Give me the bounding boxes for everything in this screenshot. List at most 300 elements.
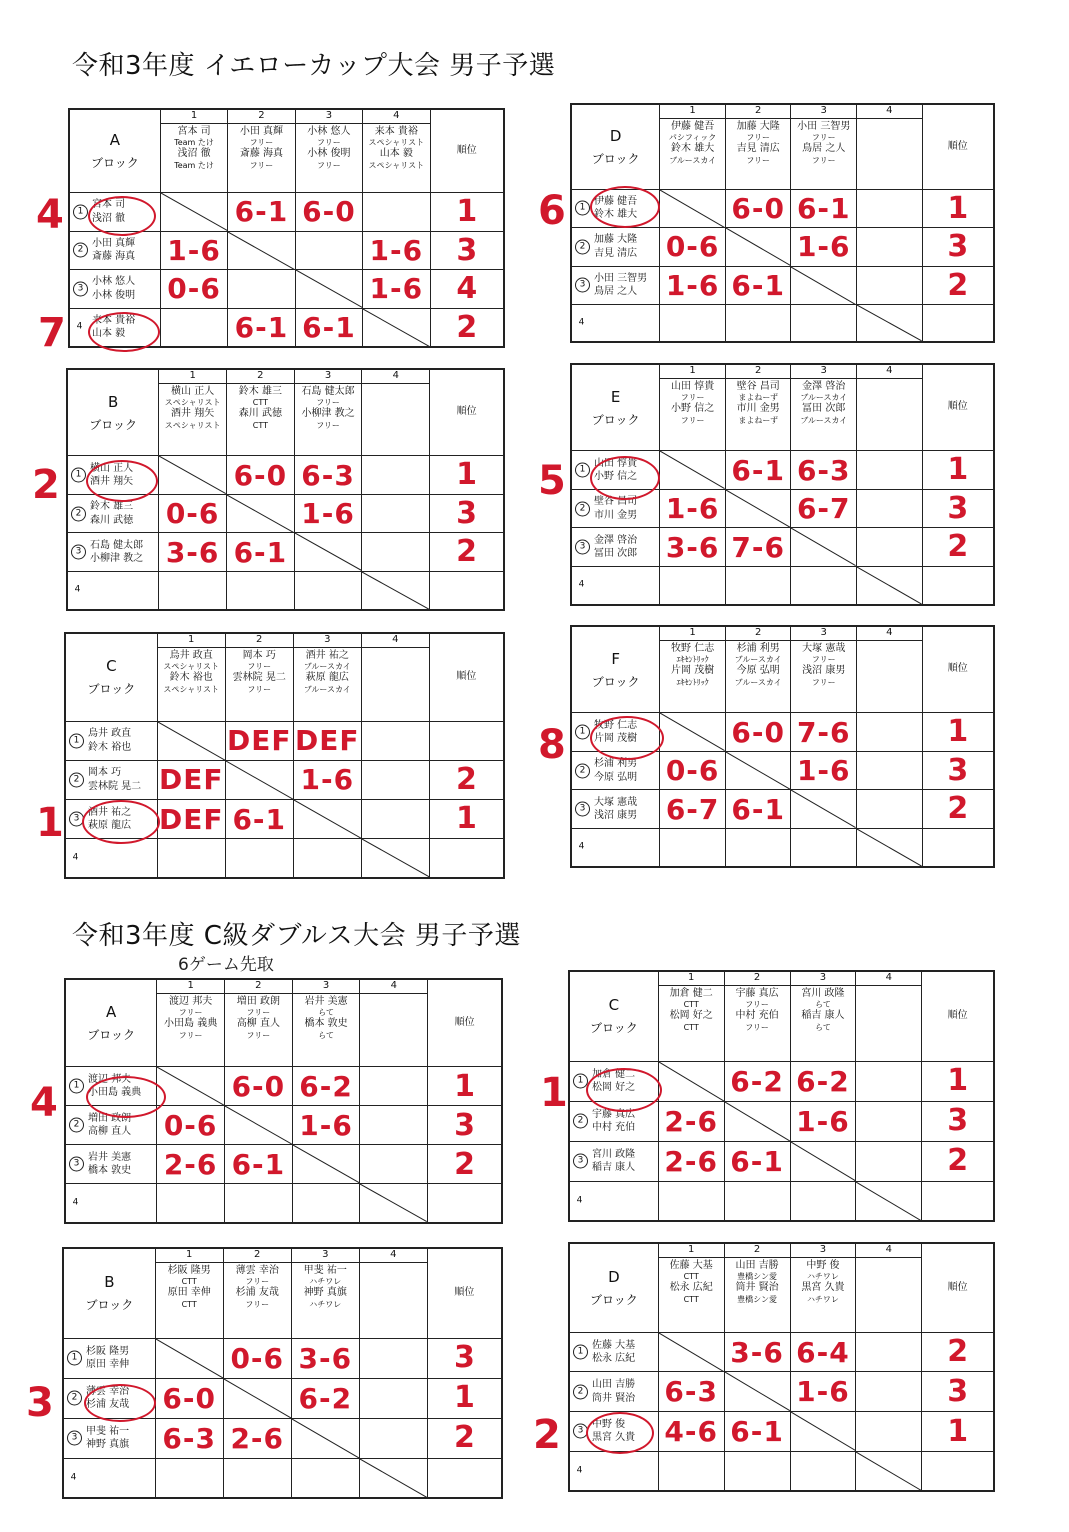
match-score: 1-6 <box>796 230 851 264</box>
score-cell <box>660 751 726 790</box>
score-cell <box>291 1458 359 1498</box>
column-header <box>223 1248 291 1338</box>
player-name: 壁谷 昌司 <box>594 496 638 508</box>
row-index: 4 <box>578 841 585 852</box>
row-index: 4 <box>70 1472 77 1483</box>
score-cell <box>857 189 923 228</box>
column-number: 2 <box>226 634 293 648</box>
column-number: 4 <box>857 105 922 119</box>
player-name: 中野 俊 <box>806 1259 840 1271</box>
table-row <box>571 451 994 490</box>
side-mark: 5 <box>538 458 566 504</box>
self-match-cell <box>857 305 923 342</box>
player-name: 増田 政朗 <box>88 1112 132 1124</box>
column-header <box>363 109 430 193</box>
block-label: B <box>104 1273 115 1292</box>
column-header <box>857 364 923 451</box>
score-cell <box>660 489 726 528</box>
match-score: 6-1 <box>233 535 288 569</box>
row-index: 4 <box>578 579 585 590</box>
block-label-cell <box>69 109 160 193</box>
column-number: 2 <box>725 972 790 986</box>
block-suffix: ブロック <box>589 1021 638 1036</box>
self-match-cell <box>791 790 857 829</box>
row-header <box>67 533 159 572</box>
player-name: 原田 幸伸 <box>167 1287 211 1298</box>
self-match-cell <box>292 1145 360 1184</box>
player-name: 小野 信之 <box>594 471 638 483</box>
side-mark: 4 <box>36 192 64 238</box>
column-number: 4 <box>856 1244 921 1258</box>
player-name: 山田 吉勝 <box>735 1259 779 1271</box>
block-label-cell <box>67 369 159 456</box>
player-name: 増田 政朗 <box>236 995 280 1007</box>
rank-cell <box>922 713 994 752</box>
score-cell <box>725 528 791 567</box>
row-index: 2 <box>575 501 590 516</box>
player-name: 酒井 翔矢 <box>90 476 134 488</box>
rank-cell <box>428 1184 502 1223</box>
score-cell <box>363 270 430 309</box>
team-name: フリー <box>745 1022 769 1032</box>
score-cell <box>724 1141 790 1181</box>
score-cell <box>790 1332 856 1372</box>
rank-cell <box>427 1378 502 1418</box>
player-name: 杉浦 友哉 <box>86 1399 130 1410</box>
score-cell <box>791 489 857 528</box>
rank-cell <box>429 760 504 799</box>
player-name: 浅沼 徹 <box>177 148 211 159</box>
rank-cell <box>922 451 994 490</box>
match-score: 6-1 <box>730 1414 784 1448</box>
score-cell <box>361 721 429 760</box>
self-match-cell <box>660 713 726 752</box>
block-suffix: ブロック <box>85 1298 134 1313</box>
match-score: 6-3 <box>301 458 355 492</box>
score-cell <box>225 1067 293 1106</box>
row-header <box>65 1106 157 1145</box>
c-class-block-a <box>64 978 503 1224</box>
column-header <box>360 979 428 1067</box>
row-header <box>569 1372 658 1412</box>
match-score: 1-6 <box>665 492 720 526</box>
match-score: 6-2 <box>730 1064 784 1098</box>
score-cell <box>362 494 430 533</box>
score-cell <box>155 1458 223 1498</box>
rank-value: 1 <box>947 1063 969 1099</box>
score-cell <box>857 489 923 528</box>
rank-value: 3 <box>456 232 478 268</box>
score-cell <box>157 760 225 799</box>
row-index: 3 <box>573 1154 588 1169</box>
rank-cell <box>922 1412 994 1452</box>
rank-cell <box>427 1418 502 1458</box>
score-cell <box>359 1418 427 1458</box>
rank-cell <box>428 1106 502 1145</box>
self-match-cell <box>225 1106 293 1145</box>
team-name: フリー <box>317 138 341 147</box>
team-name: ハチワレ <box>309 1277 342 1286</box>
match-score: 1-6 <box>796 754 851 788</box>
score-cell <box>658 1451 724 1491</box>
score-cell <box>791 305 857 342</box>
side-mark: 7 <box>38 310 66 356</box>
team-name: フリー <box>811 655 836 664</box>
column-header <box>157 633 225 721</box>
rank-value: 2 <box>456 534 478 570</box>
row-index: 1 <box>573 1074 588 1089</box>
self-match-cell <box>361 839 429 878</box>
player-name: 牧野 仁志 <box>671 642 715 654</box>
round-robin-table <box>64 978 503 1224</box>
player-name: 山本 毅 <box>379 148 413 159</box>
player-name: 鳥居 之人 <box>802 143 846 154</box>
player-name: 浅沼 徹 <box>92 212 126 224</box>
table-row <box>67 533 504 572</box>
score-cell <box>857 713 923 752</box>
self-match-cell <box>227 494 295 533</box>
score-cell <box>294 494 362 533</box>
row-index: 1 <box>69 733 84 748</box>
row-header <box>63 1338 155 1378</box>
table-row <box>571 566 994 605</box>
player-name: 黒宮 久貴 <box>801 1282 845 1293</box>
block-label-cell <box>65 633 157 721</box>
team-name: フリー <box>245 1277 270 1286</box>
row-header <box>569 1451 658 1491</box>
match-score: 6-2 <box>298 1381 353 1415</box>
player-name: 山田 惇貴 <box>671 380 715 392</box>
player-name: 杉浦 友哉 <box>235 1287 279 1298</box>
player-name: 小柳津 教之 <box>301 408 355 419</box>
row-index: 4 <box>578 317 585 328</box>
player-name: 冨田 次郎 <box>802 403 846 414</box>
column-number: 2 <box>227 370 294 384</box>
row-index: 3 <box>575 802 590 817</box>
table-row <box>65 1184 502 1223</box>
row-header <box>65 800 157 839</box>
rank-value: 3 <box>947 752 969 788</box>
score-cell <box>725 713 791 752</box>
column-number: 1 <box>157 980 224 994</box>
player-name: 市川 金男 <box>594 509 638 521</box>
rank-value: 2 <box>947 267 969 303</box>
self-match-cell <box>159 456 227 495</box>
team-name: フリー <box>745 1000 769 1009</box>
player-name: 宇藤 真広 <box>735 987 779 999</box>
team-name: フリー <box>811 677 836 687</box>
self-match-cell <box>360 1184 428 1223</box>
rank-cell <box>429 839 504 878</box>
player-name: 稲吉 康人 <box>592 1162 636 1173</box>
rank-header: 順位 <box>922 1243 994 1332</box>
table-row <box>65 1106 502 1145</box>
rank-value: 1 <box>454 1068 476 1104</box>
table-row <box>571 266 994 305</box>
column-header <box>658 1243 724 1332</box>
player-name: 伊藤 健吾 <box>671 120 715 132</box>
row-header <box>65 721 157 760</box>
player-name: 吉見 清広 <box>736 143 780 154</box>
self-match-cell <box>790 1412 856 1452</box>
block-suffix: ブロック <box>91 155 139 170</box>
column-number: 4 <box>360 1249 427 1263</box>
rank-cell <box>429 800 504 839</box>
team-name: まよねーず <box>738 415 778 425</box>
player-name: 松永 広紀 <box>592 1353 636 1365</box>
player-name: 宇藤 真広 <box>592 1108 636 1120</box>
player-name: 筒井 賢治 <box>592 1392 636 1404</box>
self-match-cell <box>228 231 295 270</box>
table-row <box>571 489 994 528</box>
score-cell <box>724 1061 790 1101</box>
player-name: 森川 武徳 <box>90 514 134 526</box>
column-number: 2 <box>726 365 791 379</box>
column-header <box>791 104 857 189</box>
row-index: 1 <box>575 201 590 216</box>
column-header <box>856 1243 922 1332</box>
block-suffix: ブロック <box>87 682 136 697</box>
match-score: 2-6 <box>664 1144 718 1178</box>
self-match-cell <box>658 1061 724 1101</box>
player-name: 小柳津 教之 <box>90 553 144 565</box>
match-score: 3-6 <box>665 530 720 564</box>
block-suffix: ブロック <box>89 417 138 432</box>
team-name: ｴｷｾﾝﾄﾘｯｸ <box>676 677 709 687</box>
player-name: 酒井 祐之 <box>88 806 132 818</box>
block-label-cell <box>569 1243 658 1332</box>
match-score: 6-2 <box>299 1069 353 1103</box>
match-score: 4-6 <box>664 1414 718 1448</box>
self-match-cell <box>157 1067 225 1106</box>
score-cell <box>361 760 429 799</box>
score-cell <box>159 571 227 610</box>
player-name: 斎藤 海真 <box>239 148 284 159</box>
row-index: 2 <box>73 243 88 258</box>
self-match-cell <box>857 566 923 605</box>
rank-cell <box>430 231 504 270</box>
row-index: 3 <box>69 812 84 827</box>
player-name: 高柳 直人 <box>236 1018 280 1029</box>
score-cell <box>292 1067 360 1106</box>
rank-cell <box>922 189 994 228</box>
player-name: 吉見 清広 <box>594 247 638 259</box>
score-cell <box>857 751 923 790</box>
team-name: らて <box>318 1030 335 1040</box>
score-cell <box>725 790 791 829</box>
player-name: 斎藤 海真 <box>92 251 136 263</box>
table-row <box>69 231 504 270</box>
column-header <box>791 626 857 713</box>
self-match-cell <box>658 1332 724 1372</box>
score-cell <box>660 528 726 567</box>
player-name: 松永 広紀 <box>669 1282 713 1293</box>
player-name: 石島 健太郎 <box>301 385 355 397</box>
rank-cell <box>922 489 994 528</box>
self-match-cell <box>856 1451 922 1491</box>
team-name: スペシャリスト <box>163 662 220 671</box>
team-name: CTT <box>683 1022 699 1032</box>
row-index: 3 <box>575 278 590 293</box>
player-name: 鈴木 雄大 <box>594 209 638 221</box>
column-header <box>660 104 726 189</box>
row-header <box>571 528 660 567</box>
round-robin-table <box>570 363 995 606</box>
player-name: 神野 真旗 <box>86 1439 130 1450</box>
score-cell <box>155 1378 223 1418</box>
rank-cell <box>922 228 994 267</box>
score-cell <box>160 270 227 309</box>
match-score: 0-6 <box>165 497 220 531</box>
match-score: 1-6 <box>665 268 720 302</box>
yellow-cup-block-a <box>68 108 505 348</box>
score-cell <box>725 828 791 867</box>
rank-cell <box>429 721 504 760</box>
column-number: 3 <box>294 634 361 648</box>
column-number: 3 <box>791 972 856 986</box>
block-label: F <box>611 649 620 668</box>
score-cell <box>228 308 295 347</box>
self-match-cell <box>155 1338 223 1378</box>
score-cell <box>658 1181 724 1221</box>
match-score: 6-1 <box>730 1144 784 1178</box>
score-cell <box>856 1061 922 1101</box>
rank-value: 3 <box>947 229 969 265</box>
column-header <box>724 1243 790 1332</box>
player-name: 伊藤 健吾 <box>594 195 638 207</box>
self-match-cell <box>293 800 361 839</box>
score-cell <box>791 189 857 228</box>
player-name: 金澤 啓治 <box>594 534 638 546</box>
column-header <box>791 364 857 451</box>
rank-value: 1 <box>947 1413 969 1449</box>
match-score: DEF <box>158 802 224 836</box>
player-name: 小林 悠人 <box>92 276 136 288</box>
player-name: 黒宮 久貴 <box>592 1432 636 1444</box>
score-cell <box>293 760 361 799</box>
team-name: ブルースカイ <box>303 662 351 671</box>
score-cell <box>225 721 293 760</box>
team-name: ブルースカイ <box>669 155 717 165</box>
row-index: 2 <box>575 239 590 254</box>
section2-title: 令和3年度 C級ダブルス大会 男子予選 <box>72 921 521 951</box>
match-score: 6-3 <box>664 1375 718 1409</box>
row-header <box>569 1101 658 1141</box>
rank-value: 1 <box>947 452 969 488</box>
row-header <box>569 1061 658 1101</box>
column-header <box>295 109 362 193</box>
rank-value: 2 <box>947 1334 969 1370</box>
row-index: 2 <box>69 1118 84 1133</box>
table-row <box>67 571 504 610</box>
rank-header: 順位 <box>430 369 504 456</box>
score-cell <box>157 800 225 839</box>
self-match-cell <box>791 266 857 305</box>
match-score: 3-6 <box>730 1335 784 1369</box>
score-cell <box>791 713 857 752</box>
match-score: 6-1 <box>232 802 287 836</box>
rank-value: 2 <box>453 1420 475 1456</box>
player-name: 鈴木 雄三 <box>90 501 134 513</box>
c-class-block-d <box>568 1242 995 1492</box>
player-name: 大塚 憲哉 <box>802 642 846 654</box>
team-name: フリー <box>246 1030 271 1040</box>
column-number: 1 <box>659 972 724 986</box>
match-score: 1-6 <box>796 1375 850 1409</box>
match-score: 1-6 <box>369 233 424 267</box>
row-header <box>571 828 660 867</box>
player-name: 来本 貴裕 <box>92 314 136 326</box>
rank-value: 3 <box>453 1340 475 1376</box>
player-name: 岩井 美憲 <box>304 995 348 1007</box>
player-name: 小田 三智男 <box>797 120 851 132</box>
player-name: 鈴木 雄三 <box>238 385 282 397</box>
score-cell <box>660 228 726 267</box>
score-cell <box>225 839 293 878</box>
table-row <box>65 721 504 760</box>
player-name: 小田 真輝 <box>92 237 136 249</box>
self-match-cell <box>223 1378 291 1418</box>
team-name: スペシャリスト <box>163 684 220 694</box>
score-cell <box>857 790 923 829</box>
player-name: 石島 健太郎 <box>90 539 144 551</box>
score-cell <box>724 1181 790 1221</box>
player-name: 市川 金男 <box>736 403 780 414</box>
row-header <box>571 751 660 790</box>
score-cell <box>790 1061 856 1101</box>
match-score: 6-7 <box>665 792 720 826</box>
row-header <box>571 228 660 267</box>
player-name: 松岡 好之 <box>592 1082 636 1093</box>
score-cell <box>361 800 429 839</box>
row-index: 2 <box>67 1391 82 1406</box>
side-mark: 1 <box>36 800 64 846</box>
score-cell <box>363 231 430 270</box>
column-number: 3 <box>295 370 362 384</box>
team-name: CTT <box>252 420 268 430</box>
block-suffix: ブロック <box>589 1292 638 1307</box>
column-number: 1 <box>156 1249 223 1263</box>
score-cell <box>227 571 295 610</box>
row-header <box>65 1145 157 1184</box>
match-score: 6-3 <box>796 453 851 487</box>
match-score: 6-1 <box>231 1147 286 1181</box>
score-cell <box>725 189 791 228</box>
match-score: 1-6 <box>167 233 221 267</box>
team-name: らて <box>318 1008 335 1017</box>
rank-value: 2 <box>947 791 969 827</box>
self-match-cell <box>660 451 726 490</box>
rank-value: 2 <box>454 1146 476 1182</box>
team-name: フリー <box>316 398 340 407</box>
rank-value: 1 <box>455 801 477 837</box>
column-header <box>228 109 295 193</box>
table-row <box>65 1067 502 1106</box>
player-name: 橋本 敦史 <box>88 1165 132 1177</box>
round-robin-table <box>68 108 505 348</box>
column-header <box>790 971 856 1061</box>
round-robin-table <box>66 368 505 611</box>
self-match-cell <box>856 1181 922 1221</box>
rank-cell <box>430 456 504 495</box>
match-score: 6-7 <box>796 492 851 526</box>
column-header <box>227 369 295 456</box>
table-row <box>569 1101 994 1141</box>
table-row <box>65 839 504 878</box>
column-header <box>660 364 726 451</box>
row-index: 4 <box>76 321 83 332</box>
player-name: 山田 吉勝 <box>592 1379 636 1391</box>
